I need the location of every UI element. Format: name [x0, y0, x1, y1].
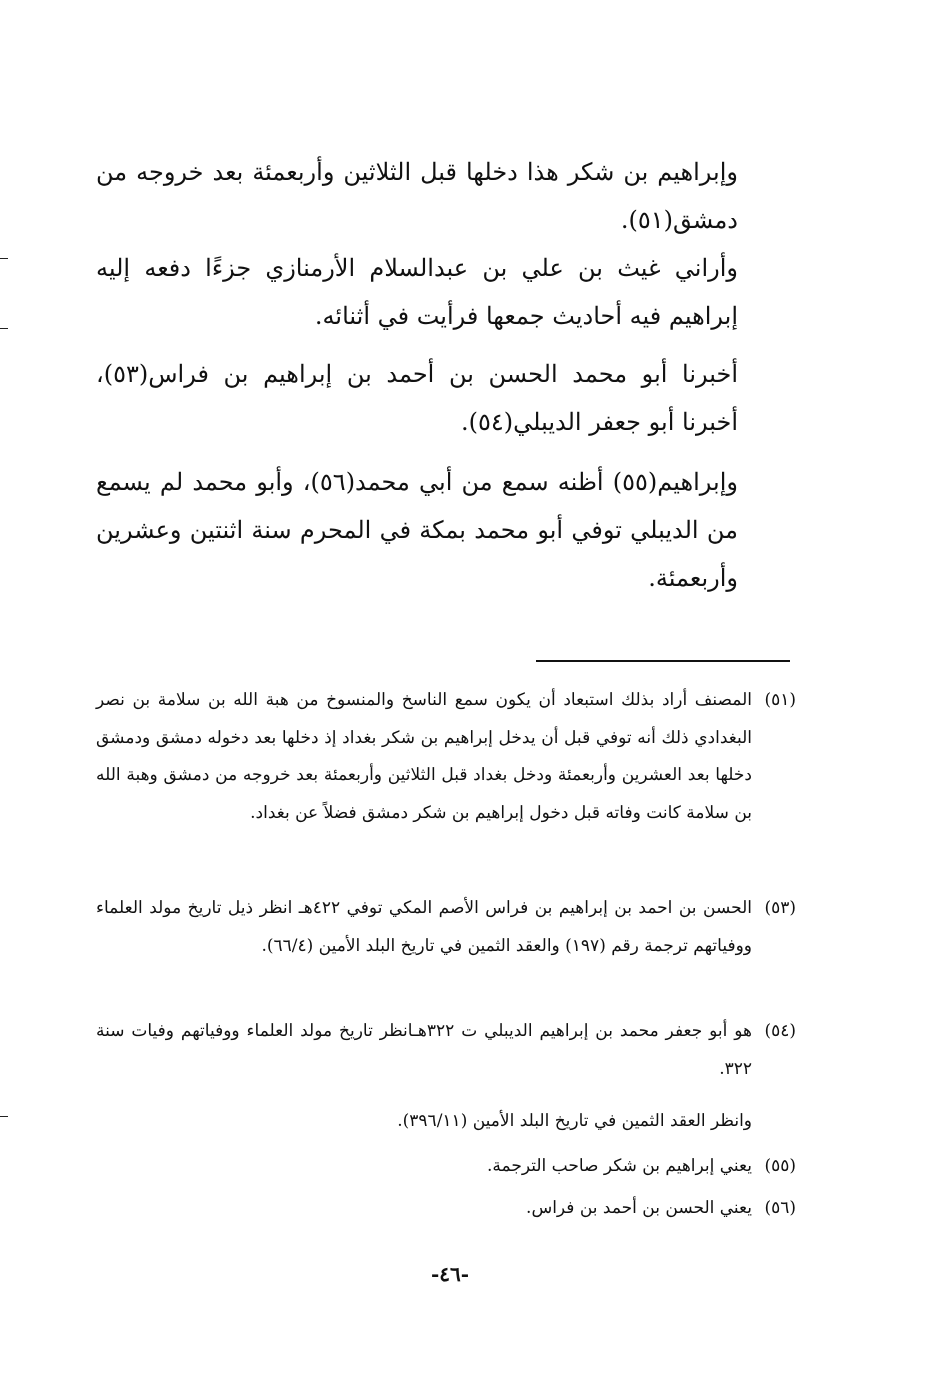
body-paragraph-1: [96, 148, 738, 244]
body-paragraph-4-text: وإبراهيم(٥٥) أظنه سمع من أبي محمد(٥٦)، وأبو محمد لم يسمع من الديبلي توفي أبو محمد بمكة في المحرم سنة اثنتين وعشرين وأربعمئة.: [96, 468, 738, 592]
footnote-54-continuation: [96, 1103, 796, 1141]
body-paragraph-1-text: وإبراهيم بن شكر هذا دخلها قبل الثلاثين وأربعمئة بعد خروجه من دمشق(٥١).: [96, 158, 738, 234]
body-paragraph-3-text: أخبرنا أبو محمد الحسن بن أحمد بن إبراهيم بن فراس(٥٣)، أخبرنا أبو جعفر الديبلي(٥٤).: [96, 360, 738, 436]
footnote-55-text: يعني إبراهيم بن شكر صاحب الترجمة.: [487, 1156, 752, 1176]
footnote-separator: [536, 660, 790, 662]
body-paragraph-3: [96, 350, 738, 446]
footnote-54-text: هو أبو جعفر محمد بن إبراهيم الديبلي ت ٣٢٢هـانظر تاريخ مولد العلماء ووفياتهم وفيات سنة ٣٢٢.: [96, 1021, 752, 1079]
footnote-53-text: الحسن بن احمد بن إبراهيم بن فراس الأصم المكي توفي ٤٢٢هـ انظر ذيل تاريخ مولد العلماء ووفياتهم ترجمة رقم (١٩٧) والعقد الثمين في تاريخ البلد الأمين (٦٦/٤).: [96, 898, 752, 956]
footnote-56-text: يعني الحسن بن أحمد بن فراس.: [526, 1198, 752, 1218]
footnote-51: [96, 682, 796, 832]
footnote-55-number: (٥٥): [764, 1156, 796, 1176]
footnote-53: [96, 890, 796, 965]
footnote-55: [96, 1148, 796, 1186]
body-paragraph-2: [96, 244, 738, 340]
footnote-51-number: (٥١): [764, 690, 796, 710]
body-paragraph-2-text: وأراني غيث بن علي بن عبدالسلام الأرمنازي جزءًا دفعه إليه إبراهيم فيه أحاديث جمعها فرأيت في أثنائه.: [96, 254, 738, 330]
scan-edge-mark: [0, 1116, 8, 1117]
footnote-51-text: المصنف أراد بذلك استبعاد أن يكون سمع الناسخ والمنسوخ من هبة الله بن سلامة بن نصر البغدادي ذلك أنه توفي قبل أن يدخل إبراهيم بن شكر بغداد إذ دخلها بعد دخوله دمشق ودمشق دخلها بعد العشرين وأربعمئة ودخل بغداد قبل الثلاثين وأربعمئة بعد خروجه من دمشق وهبة الله بن سلامة كانت وفاته قبل دخول إبراهيم بن شكر دمشق فضلاً عن بغداد.: [96, 690, 752, 823]
footnote-54: [96, 1013, 796, 1088]
footnote-54-continuation-text: وانظر العقد الثمين في تاريخ البلد الأمين (٣٩٦/١١).: [397, 1111, 752, 1131]
footnote-53-number: (٥٣): [764, 898, 796, 918]
footnote-54-number: (٥٤): [764, 1021, 796, 1041]
body-paragraph-4: [96, 458, 738, 602]
footnote-56: [96, 1190, 796, 1228]
scan-edge-mark: [0, 258, 8, 259]
scan-edge-mark: [0, 328, 8, 329]
page-number: -٤٦-: [430, 1262, 470, 1286]
footnote-56-number: (٥٦): [764, 1198, 796, 1218]
